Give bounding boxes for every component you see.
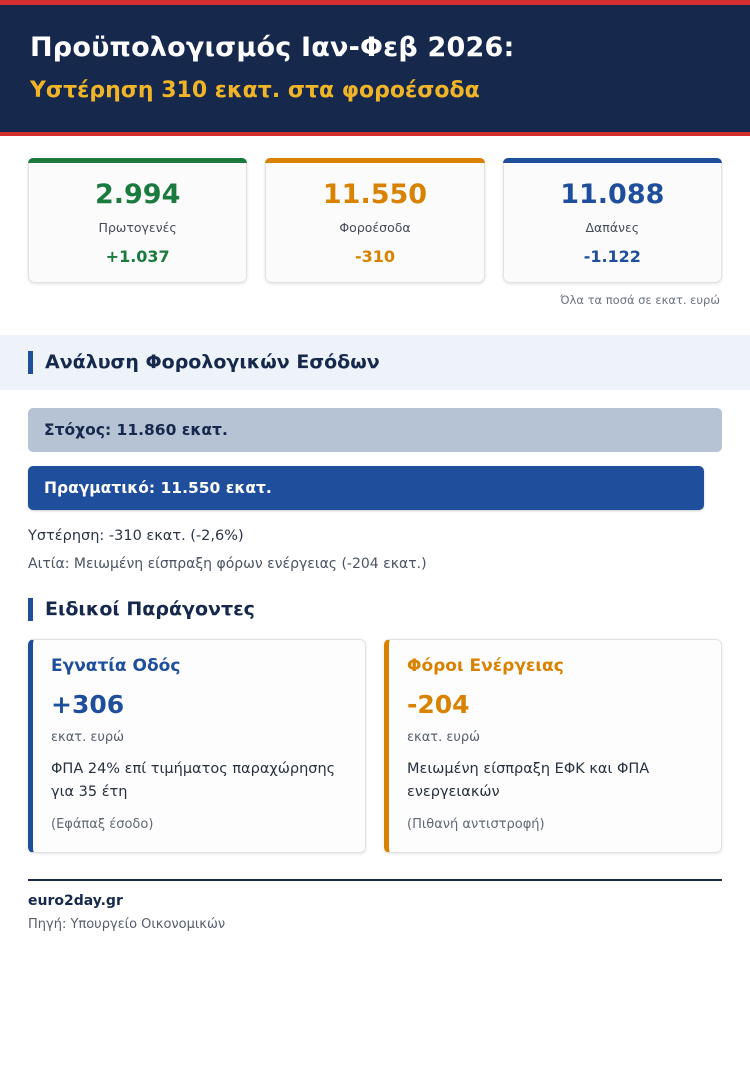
analysis-section-title: Ανάλυση Φορολογικών Εσόδων [28,351,722,374]
bar-target: Στόχος: 11.860 εκατ. [28,408,722,452]
factor-subnote: (Εφάπαξ έσοδο) [51,817,154,833]
kpi-value: 11.550 [322,179,428,211]
factor-value: +306 [51,689,125,719]
factor-unit: εκατ. ευρώ [407,729,481,745]
bar-actual: Πραγματικό: 11.550 εκατ. [28,466,704,510]
footer-source: Πηγή: Υπουργείο Οικονομικών [28,917,226,933]
factor-unit: εκατ. ευρώ [51,729,125,745]
kpi-delta: -1.122 [583,247,641,267]
factor-description: ΦΠΑ 24% επί τιμήματος παραχώρησης για 35 έτη [51,760,336,801]
factor-value: -204 [407,689,470,719]
kpi-label: Φοροέσοδα [339,220,411,236]
footer-brand: euro2day.gr [28,893,123,910]
shortfall-text: Υστέρηση: -310 εκατ. (-2,6%) [28,528,244,545]
kpi-value: 2.994 [94,179,181,211]
page-title: Προϋπολογισμός Ιαν-Φεβ 2026: [30,32,515,63]
page-footer [28,879,722,954]
factor-title: Εγνατία Οδός [51,655,181,676]
analysis-section-header [0,335,750,390]
factor-title: Φόροι Ενέργειας [407,655,564,676]
kpi-value: 11.088 [560,179,665,211]
factor-card-egnatia [28,639,366,853]
kpi-label: Δαπάνες [585,220,640,236]
kpi-delta: +1.037 [105,247,170,267]
page-subtitle: Υστέρηση 310 εκατ. στα φοροέσοδα [30,77,480,103]
page-header [0,0,750,136]
factor-description: Μειωμένη είσπραξη ΕΦΚ και ΦΠΑ ενεργειακών [407,760,650,801]
kpi-card-primary-balance [28,158,247,283]
factors-row [0,621,750,853]
tax-revenue-bar-chart [0,390,750,572]
cause-text: Αιτία: Μειωμένη είσπραξη φόρων ενέργειας (-204 εκατ.) [28,556,427,573]
kpi-delta: -310 [354,247,396,267]
factor-card-energy-taxes [384,639,722,853]
kpi-card-expenditure [503,158,722,283]
factor-subnote: (Πιθανή αντιστροφή) [407,817,545,833]
kpi-section [0,136,750,313]
factors-section-title: Ειδικοί Παράγοντες [28,598,750,621]
kpi-row [28,158,722,283]
kpi-card-tax-revenue [265,158,484,283]
kpi-label: Πρωτογενές [98,220,177,236]
kpi-units-note: Όλα τα ποσά σε εκατ. ευρώ [560,293,720,308]
